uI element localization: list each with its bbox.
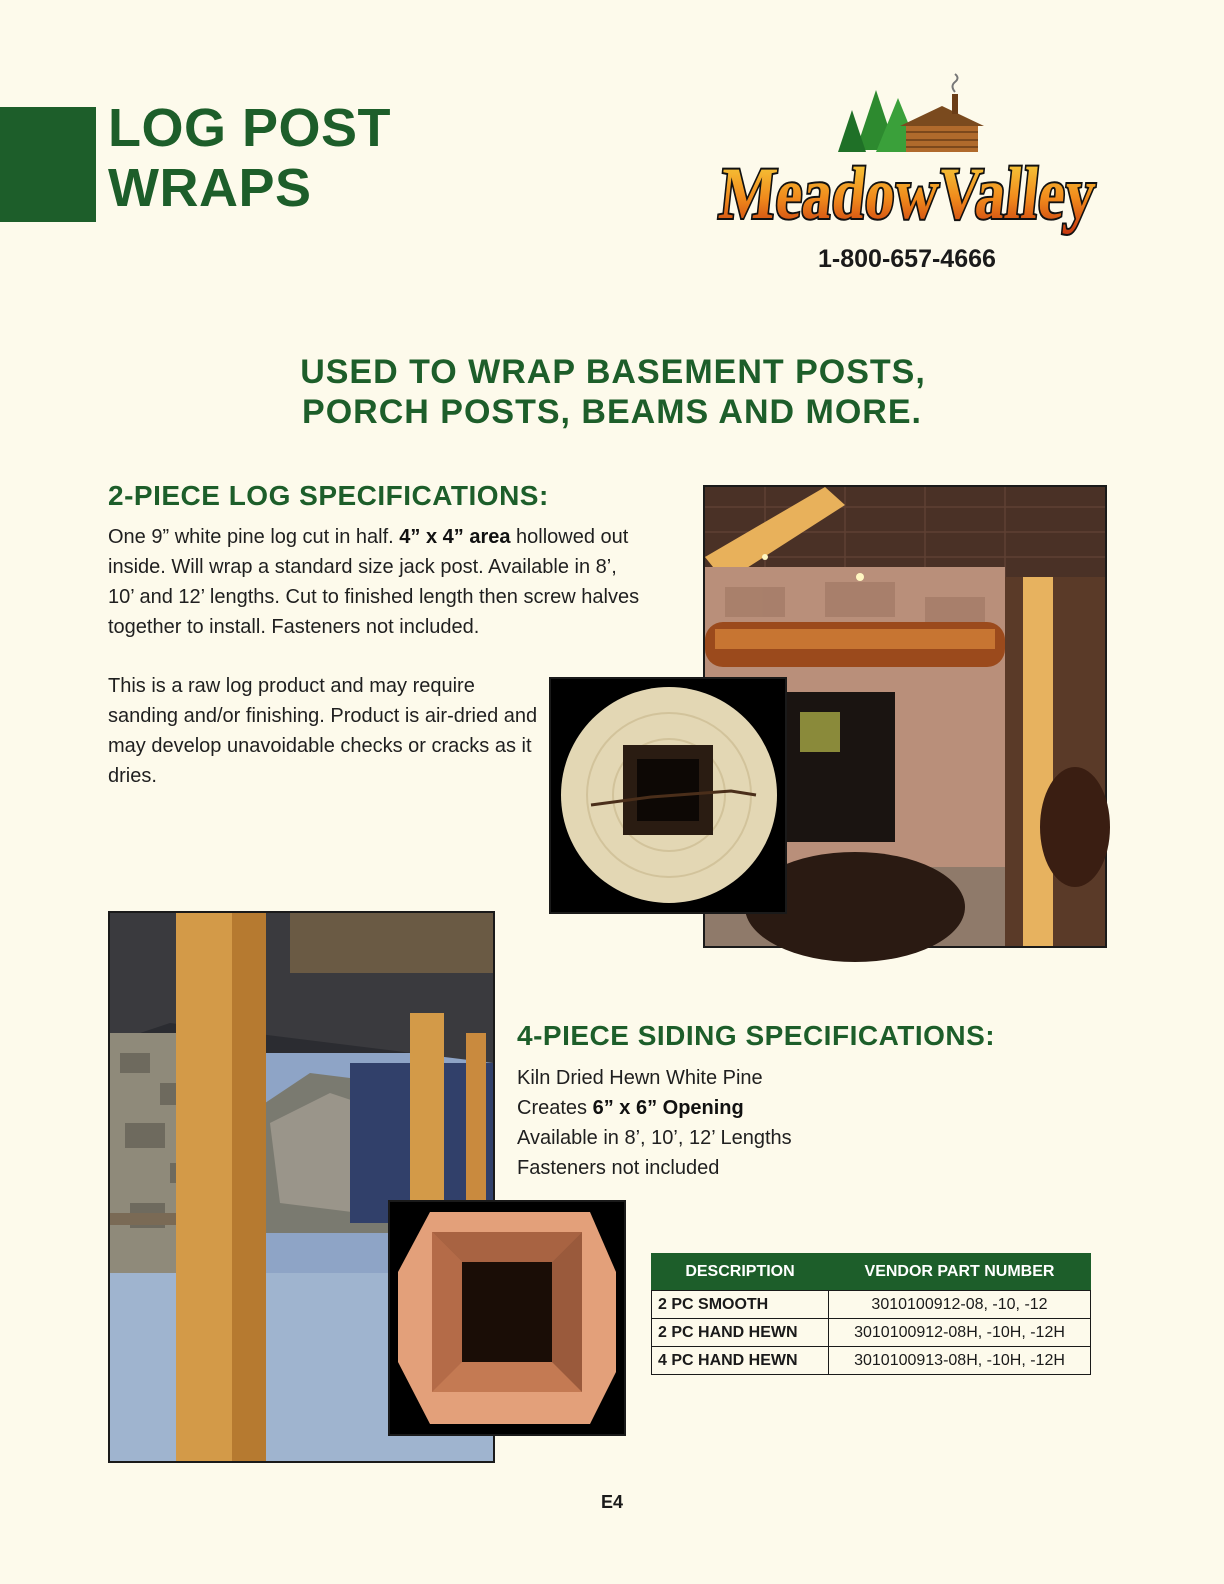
table-row [652,1319,1091,1347]
meadow-valley-logo [715,80,1191,250]
page-number: E4 [600,1492,624,1512]
page-title: LOG POST WRAPS [108,98,392,218]
four-piece-title: 4-PIECE SIDING SPECIFICATIONS: [517,1020,996,1051]
two-piece-title: 2-PIECE LOG SPECIFICATIONS: [108,480,549,511]
logo-artwork-icon [715,80,1191,250]
four-piece-wrap-icon [390,1202,624,1434]
column-header-description: DESCRIPTION [652,1254,829,1291]
row-description: 2 PC SMOOTH [652,1291,829,1319]
table-row [652,1291,1091,1319]
hollow-log-end-icon [551,679,785,912]
row-part-number: 3010100913-08H, -10H, -12H [829,1347,1091,1375]
table-header-row [652,1254,1091,1291]
row-part-number: 3010100912-08H, -10H, -12H [829,1319,1091,1347]
table-row [652,1347,1091,1375]
two-piece-note: This is a raw log product and may require sanding and/or finishing. Product is air-dried and may develop unavoidable checks or cracks as it dries. [108,675,538,787]
four-piece-description: Kiln Dried Hewn White Pine Creates 6” x 6” Opening Available in 8’, 10’, 12’ Lengths Fasteners not included [517,1067,792,1179]
two-piece-description: One 9” white pine log cut in half. 4” x 4” area hollowed out inside. Will wrap a standard size jack post. Available in 8’, 10’ and 12’ lengths. Cut to finished length then screw halves together to install. Fasteners not included. [108,526,640,638]
square-wrap-photo [388,1200,626,1436]
row-description: 4 PC HAND HEWN [652,1347,829,1375]
vendor-parts-table [651,1253,1091,1375]
row-description: 2 PC HAND HEWN [652,1319,829,1347]
headline: USED TO WRAP BASEMENT POSTS, PORCH POSTS, BEAMS AND MORE. [300,353,926,431]
phone-number: 1-800-657-4666 [818,245,996,273]
log-end-photo [549,677,787,914]
column-header-part-number: VENDOR PART NUMBER [829,1254,1091,1291]
row-part-number: 3010100912-08, -10, -12 [829,1291,1091,1319]
svg-text:MeadowValley: MeadowValley [715,153,1191,235]
header-accent-block [0,107,96,222]
